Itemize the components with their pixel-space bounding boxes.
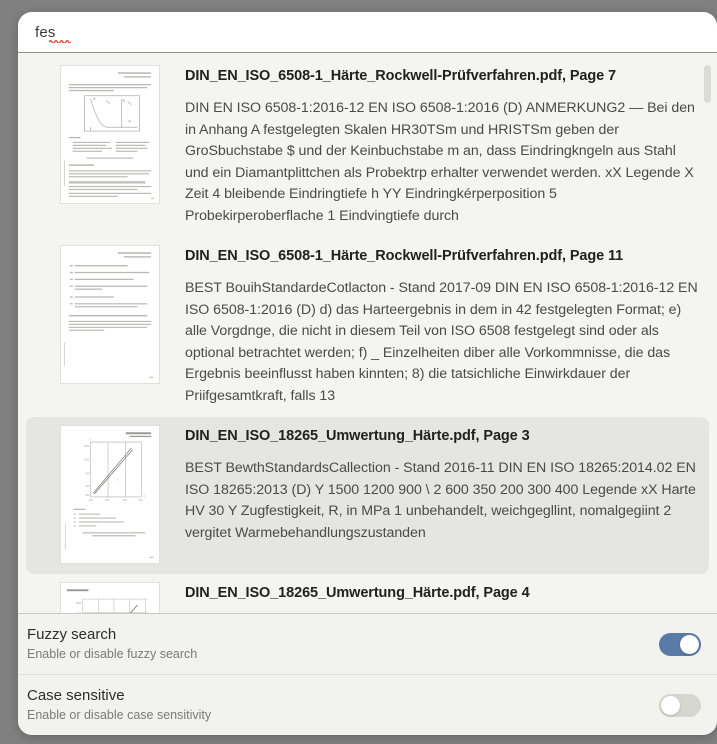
- svg-text:1200: 1200: [83, 458, 90, 462]
- toggle-knob: [680, 635, 699, 654]
- result-title: DIN_EN_ISO_18265_Umwertung_Härte.pdf, Page 4: [185, 585, 530, 601]
- thumbnail-document-page-with-grid-chart: [61, 583, 159, 613]
- svg-text:900: 900: [85, 472, 90, 476]
- result-thumbnail: [60, 245, 160, 384]
- result-snippet: BEST BouihStandardeCotlacton - Stand 2017-09 DIN EN ISO 6508-1:2016-12 EN ISO 6508-1:2016 (D) d) das Harteergebnis in dem in 42 festgelegten Format; e) alle Vorgdnge, die nicht in diesem Teil von ISO 6508 festgelegt sind oder als optional betrachtet werden; f) _ Einzelheiten diber alle Vorkommnisse, die das Ergebnis beeinflusst haben kinnten; 8) die tatsichliche Einwirkdauer der Priifgesamtkraft, falls 13: [185, 280, 698, 404]
- search-result-item[interactable]: [26, 574, 709, 613]
- results-scrollbar-thumb[interactable]: [704, 65, 711, 103]
- setting-description: Enable or disable fuzzy search: [27, 647, 198, 661]
- setting-toggle[interactable]: [659, 633, 701, 656]
- svg-text:300: 300: [122, 498, 127, 502]
- result-thumbnail: [60, 582, 160, 613]
- svg-text:600: 600: [85, 485, 90, 489]
- search-input[interactable]: [35, 24, 649, 41]
- svg-text:1: 1: [105, 475, 107, 479]
- search-result-item[interactable]: [26, 57, 709, 237]
- thumbnail-document-page-with-diagram: [61, 66, 159, 203]
- thumbnail-document-page-text-only: [61, 246, 159, 383]
- search-results-inner: [18, 53, 717, 613]
- search-modal: [18, 12, 717, 735]
- svg-text:100: 100: [88, 498, 93, 502]
- svg-text:400: 400: [138, 498, 143, 502]
- setting-text: [27, 625, 659, 663]
- svg-text:2: 2: [116, 478, 119, 482]
- result-title: DIN_EN_ISO_6508-1_Härte_Rockwell-Prüfverfahren.pdf, Page 7: [185, 68, 616, 84]
- result-snippet: DIN EN ISO 6508-1:2016-12 EN ISO 6508-1:2016 (D) ANMERKUNG2 — Bei den in Anhang A festgelegten Skalen HR30TSm und HRISTSm geben der GroSbuchstabe $ und der Keinbuchstabe m an, dass Eindringkngeln aus Stahl und ein Diamantplittchen als Probektrp erhalter verwendet werden. xX Legende X Zeit 4 bleibende Eindringtiefe h YY Eindringkérperposition 5 Probekirperoberflache 1 Eindvingtiefe durch: [185, 100, 695, 224]
- search-results-list[interactable]: [18, 53, 717, 613]
- setting-label: Fuzzy search: [27, 626, 117, 643]
- result-snippet: BEST BewthStandardsCallection - Stand 2016-11 DIN EN ISO 18265:2014.02 EN ISO 18265:2013 (D) Y 1500 1200 900 \ 2 600 350 200 300 400 Legende xX Harte HV 30 Y Zugfestigkeit, R, in MPa 1 unbehandelt, weichgegllint, nomalgegiint 2 vergitet Warmebehandlungszustanden: [185, 460, 696, 541]
- result-thumbnail: [60, 425, 160, 564]
- svg-text:350: 350: [85, 493, 90, 497]
- setting-row: [18, 614, 717, 674]
- setting-label: Case sensitive: [27, 687, 125, 704]
- results-scrollbar-track[interactable]: [706, 57, 714, 609]
- toggle-knob: [661, 696, 680, 715]
- setting-text: [27, 686, 659, 724]
- result-body: [185, 425, 699, 544]
- result-body: [185, 65, 699, 227]
- result-title: DIN_EN_ISO_18265_Umwertung_Härte.pdf, Page 3: [185, 428, 530, 444]
- search-bar: [18, 12, 717, 53]
- setting-toggle[interactable]: [659, 694, 701, 717]
- result-body: [185, 582, 699, 613]
- svg-text:1500: 1500: [83, 444, 90, 448]
- setting-row: [18, 674, 717, 735]
- thumbnail-document-page-with-line-chart: [61, 426, 159, 563]
- settings-footer: [18, 613, 717, 735]
- setting-description: Enable or disable case sensitivity: [27, 708, 212, 722]
- result-title: DIN_EN_ISO_6508-1_Härte_Rockwell-Prüfverfahren.pdf, Page 11: [185, 248, 624, 264]
- svg-text:Y: Y: [89, 438, 92, 442]
- svg-text:X: X: [143, 494, 146, 498]
- search-result-item[interactable]: [26, 417, 709, 574]
- svg-text:1500: 1500: [75, 601, 82, 605]
- search-result-item[interactable]: [26, 237, 709, 417]
- result-body: [185, 245, 699, 407]
- svg-text:200: 200: [105, 498, 110, 502]
- result-thumbnail: [60, 65, 160, 204]
